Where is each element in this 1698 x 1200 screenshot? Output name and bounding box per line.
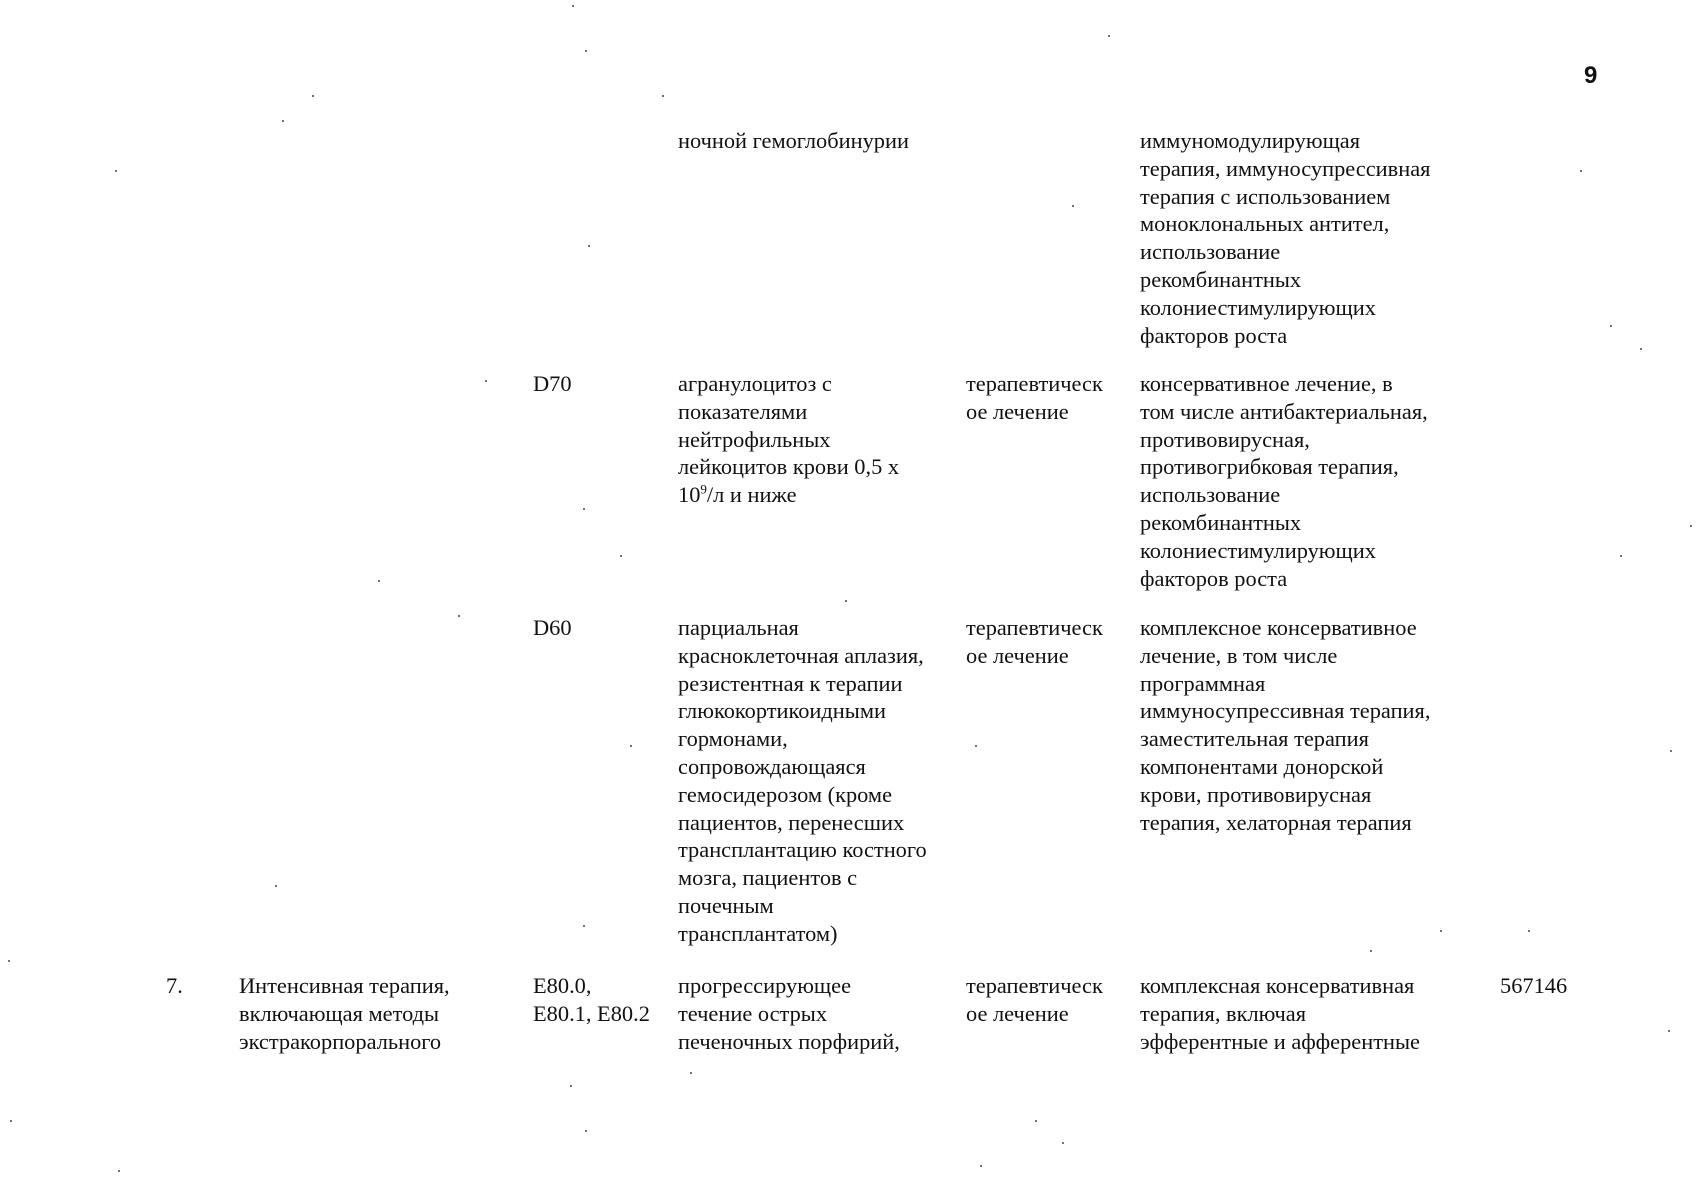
scan-speck bbox=[1528, 930, 1530, 932]
scan-speck bbox=[690, 1072, 692, 1074]
scan-speck bbox=[8, 960, 10, 962]
table-cell-number: 7. bbox=[166, 973, 183, 998]
table-cell-model: агранулоцитоз с показателями нейтрофильных лейкоцитов крови 0,5 х $10^9/л$ и ниже bbox=[678, 371, 900, 508]
scan-speck bbox=[662, 95, 664, 97]
scan-speck bbox=[570, 1085, 572, 1087]
table-cell-model: ночной гемоглобинурии bbox=[678, 128, 909, 153]
scan-speck bbox=[1620, 555, 1622, 557]
scan-speck bbox=[1580, 170, 1582, 172]
table-cell-model: прогрессирующее течение острых печеночных порфирий, bbox=[678, 973, 900, 1054]
table-cell-code: D70 bbox=[533, 371, 572, 396]
superscript: 9 bbox=[700, 481, 707, 497]
scan-speck bbox=[1035, 1120, 1037, 1122]
scan-speck bbox=[585, 1130, 587, 1132]
table-cell-code: E80.0, E80.1, E80.2 bbox=[533, 973, 650, 1026]
scan-speck bbox=[1072, 205, 1074, 207]
scan-speck bbox=[118, 1170, 120, 1172]
scan-speck bbox=[10, 1120, 12, 1122]
table-cell-method: иммуномодулирующая терапия, иммуносупрессивная терапия с использованием моноклональных антител, использование рекомбинантных колониестимулирующих факторов роста bbox=[1140, 128, 1431, 348]
table-cell-model: парциальная красноклеточная аплазия, резистентная к терапии глюкокортикоидными гормонами, сопровождающаяся гемосидерозом (кроме пациентов, перенесших трансплантацию костного мозга, пациентов с почечным трансплантатом) bbox=[678, 615, 927, 946]
scan-speck bbox=[1370, 950, 1372, 952]
scan-speck bbox=[282, 120, 284, 122]
table-cell-name: Интенсивная терапия, включающая методы экстракорпорального bbox=[239, 973, 450, 1054]
table-cell-method: комплексное консервативное лечение, в том числе программная иммуносупрессивная терапия, заместительная терапия компонентами донорской крови, противовирусная терапия, хелаторная терапия bbox=[1140, 615, 1431, 835]
scan-speck bbox=[1690, 525, 1692, 527]
scan-speck bbox=[275, 885, 277, 887]
scan-speck bbox=[1108, 35, 1110, 37]
table-cell-method: комплексная консервативная терапия, включая эфферентные и афферентные bbox=[1140, 973, 1420, 1054]
scan-speck bbox=[980, 1165, 982, 1167]
table-cell-method: консервативное лечение, в том числе антибактериальная, противовирусная, противогрибковая терапия, использование рекомбинантных колониестимулирующих факторов роста bbox=[1140, 371, 1428, 591]
scan-speck bbox=[583, 508, 585, 510]
table-cell-treatment-type: терапевтическ ое лечение bbox=[966, 371, 1103, 424]
scan-speck bbox=[588, 245, 590, 247]
scan-speck bbox=[630, 745, 632, 747]
scan-speck bbox=[620, 555, 622, 557]
scan-speck bbox=[583, 925, 585, 927]
scan-speck bbox=[1062, 1142, 1064, 1144]
table-cell-treatment-type: терапевтическ ое лечение bbox=[966, 973, 1103, 1026]
table-cell-treatment-type: терапевтическ ое лечение bbox=[966, 615, 1103, 668]
scan-speck bbox=[458, 615, 460, 617]
scan-speck bbox=[975, 745, 977, 747]
scan-speck bbox=[312, 95, 314, 97]
page-number: 9 bbox=[1584, 62, 1598, 89]
scan-speck bbox=[1670, 750, 1672, 752]
scan-speck bbox=[378, 580, 380, 582]
table-cell-code: D60 bbox=[533, 615, 572, 640]
scan-speck bbox=[585, 50, 587, 52]
scan-speck bbox=[485, 380, 487, 382]
scan-speck bbox=[845, 600, 847, 602]
table-cell-cost: 567146 bbox=[1500, 973, 1568, 998]
scan-speck bbox=[1640, 348, 1642, 350]
scan-speck bbox=[1610, 325, 1612, 327]
scan-speck bbox=[1440, 930, 1442, 932]
scan-speck bbox=[1668, 1030, 1670, 1032]
scan-speck bbox=[572, 5, 574, 7]
scan-speck bbox=[115, 170, 117, 172]
